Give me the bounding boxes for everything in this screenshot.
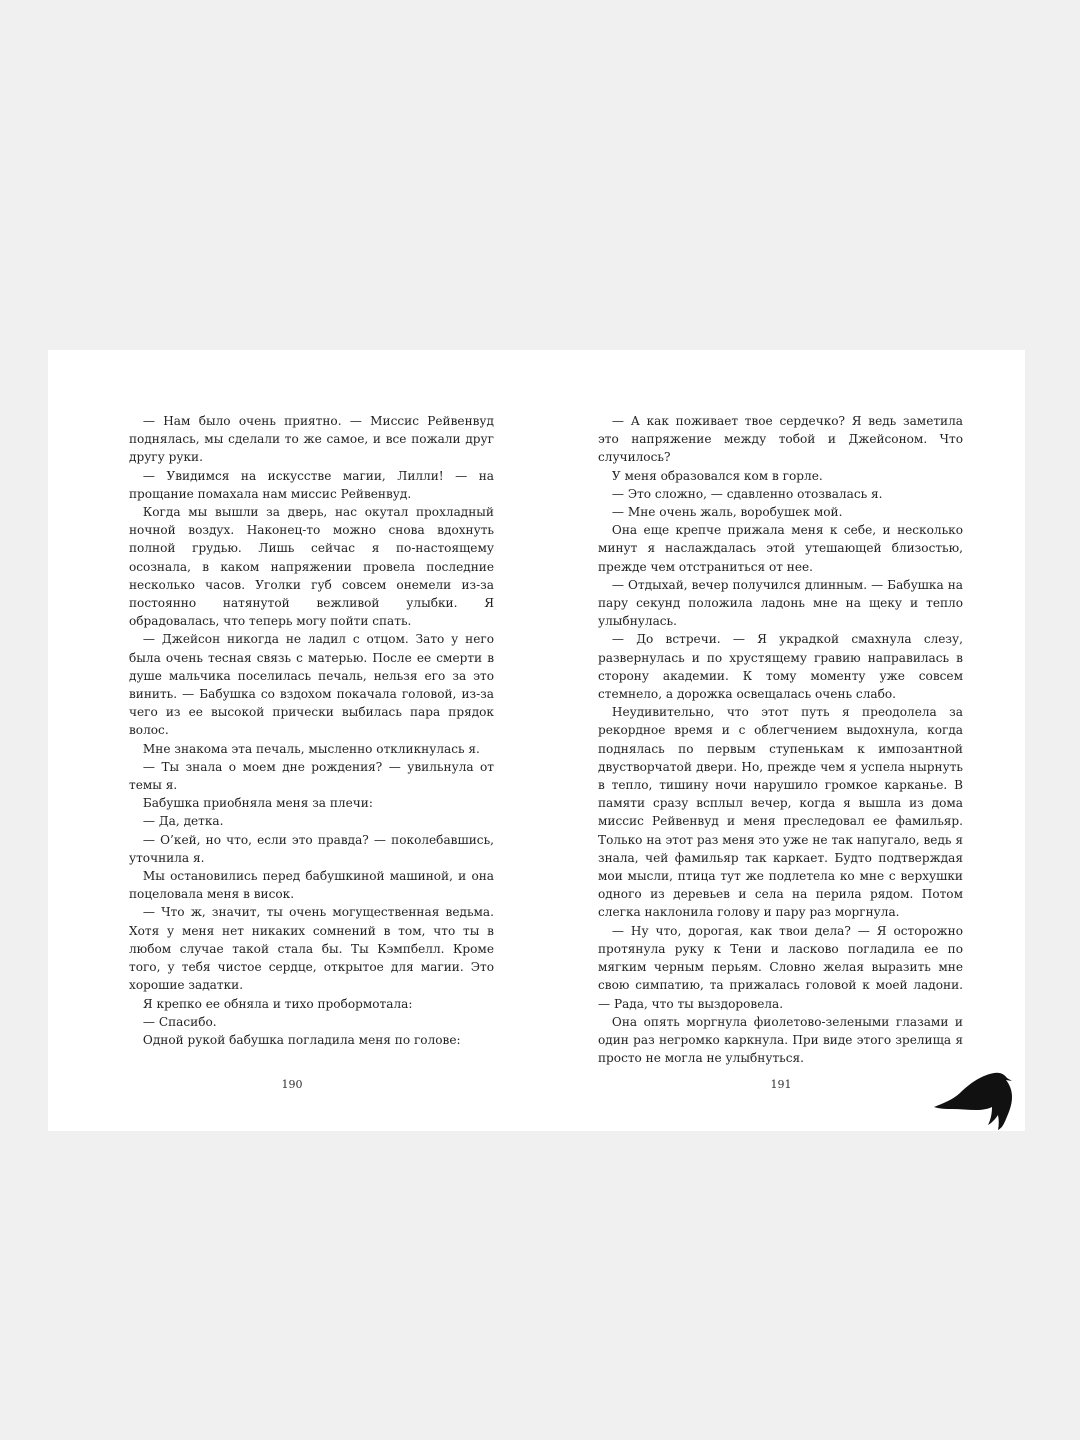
paragraph: Она еще крепче прижала меня к себе, и несколько минут я наслаждалась этой утешающей близостью, прежде чем отстраниться от нее. xyxy=(598,523,963,574)
paragraph: Неудивительно, что этот путь я преодолела за рекордное время и с облегчением выдохнула, когда поднялась по первым ступенькам к импозантной двустворчатой двери. Но, прежде чем я успела нырнуть в тепло, тишину ночи нарушило громкое карканье. В памяти сразу всплыл вечер, когда я вышла из дома миссис Рейвенвуд и меня преследовал ее фамильяр. Только на этот раз меня это уже не так напугало, ведь я знала, чей фамильяр так каркает. Будто подтверждая мои мысли, птица тут же подлетела ко мне с верхушки одного из деревьев и села на перила рядом. Потом слегка наклонила голову и пару раз моргнула. xyxy=(598,705,963,920)
paragraph: Одной рукой бабушка погладила меня по голове: xyxy=(142,1032,461,1047)
paragraph: — Да, детка. xyxy=(142,814,224,829)
right-page-text xyxy=(598,412,963,1067)
paragraph: — Джейсон никогда не ладил с отцом. Зато у него была очень тесная связь с матерью. После ее смерти в душе мальчика поселилась печаль, нельзя его за это винить. — Бабушка со вздохом покачала головой, из-за чего из ее высокой прически выбилась пара прядок волос. xyxy=(129,632,494,738)
paragraph: — Ну что, дорогая, как твои дела? — Я осторожно протянула руку к Тени и ласково погладила ее по мягким черным перьям. Словно желая выразить мне свою симпатию, та прижалась головой к моей ладони. — Рада, что ты выздоровела. xyxy=(598,923,963,1011)
paragraph: — Это сложно, — сдавленно отозвалась я. xyxy=(611,486,883,501)
paragraph: — Что ж, значит, ты очень могущественная ведьма. Хотя у меня нет никаких сомнений в том, что ты в любом случае такой стала бы. Ты Кэмпбелл. Кроме того, у тебя чистое сердце, открытое для магии. Это хорошие задатки. xyxy=(129,905,494,993)
page-number-right: 191 xyxy=(770,1078,792,1091)
page-number-left: 190 xyxy=(281,1078,303,1091)
paragraph: — Нам было очень приятно. — Миссис Рейвенвуд поднялась, мы сделали то же самое, и все пожали друг другу руки. xyxy=(129,414,494,465)
left-page-text xyxy=(129,412,494,1049)
paragraph: — Увидимся на искусстве магии, Лилли! — на прощание помахала нам миссис Рейвенвуд. xyxy=(129,468,494,501)
paragraph: — А как поживает твое сердечко? Я ведь заметила это напряжение между тобой и Джейсоном. Что случилось? xyxy=(598,414,963,465)
flying-crow-icon xyxy=(932,1067,1018,1131)
paragraph: У меня образовался ком в горле. xyxy=(611,468,823,483)
crow-wing-shape xyxy=(934,1073,1012,1130)
paragraph: Я крепко ее обняла и тихо пробормотала: xyxy=(142,996,413,1011)
paragraph: — Мне очень жаль, воробушек мой. xyxy=(611,505,843,520)
paragraph: Когда мы вышли за дверь, нас окутал прохладный ночной воздух. Наконец-то можно снова вдохнуть полной грудью. Лишь сейчас я по-настоящему осознала, в каком напряжении провела последние несколько часов. Уголки губ совсем онемели из-за постоянно натянутой вежливой улыбки. Я обрадовалась, что теперь могу пойти спать. xyxy=(129,505,494,629)
paragraph: — Отдыхай, вечер получился длинным. — Бабушка на пару секунд положила ладонь мне на щеку и тепло улыбнулась. xyxy=(598,577,963,629)
paragraph: Она опять моргнула фиолетово-зелеными глазами и один раз негромко каркнула. При виде этого зрелища я просто не могла не улыбнуться. xyxy=(598,1014,963,1066)
paragraph: — О’кей, но что, если это правда? — поколебавшись, уточнила я. xyxy=(129,832,494,865)
paragraph: — Ты знала о моем дне рождения? — увильнула от темы я. xyxy=(129,759,494,793)
paragraph: — Спасибо. xyxy=(142,1014,217,1029)
paragraph: Бабушка приобняла меня за плечи: xyxy=(142,796,373,811)
paragraph: Мы остановились перед бабушкиной машиной, и она поцеловала меня в висок. xyxy=(129,869,494,902)
paragraph: — До встречи. — Я украдкой смахнула слезу, развернулась и по хрустящему гравию направилась в сторону академии. К тому моменту уже совсем стемнело, а дорожка освещалась очень слабо. xyxy=(598,632,963,702)
paragraph: Мне знакома эта печаль, мысленно откликнулась я. xyxy=(142,741,480,756)
book-spread xyxy=(48,350,1025,1131)
